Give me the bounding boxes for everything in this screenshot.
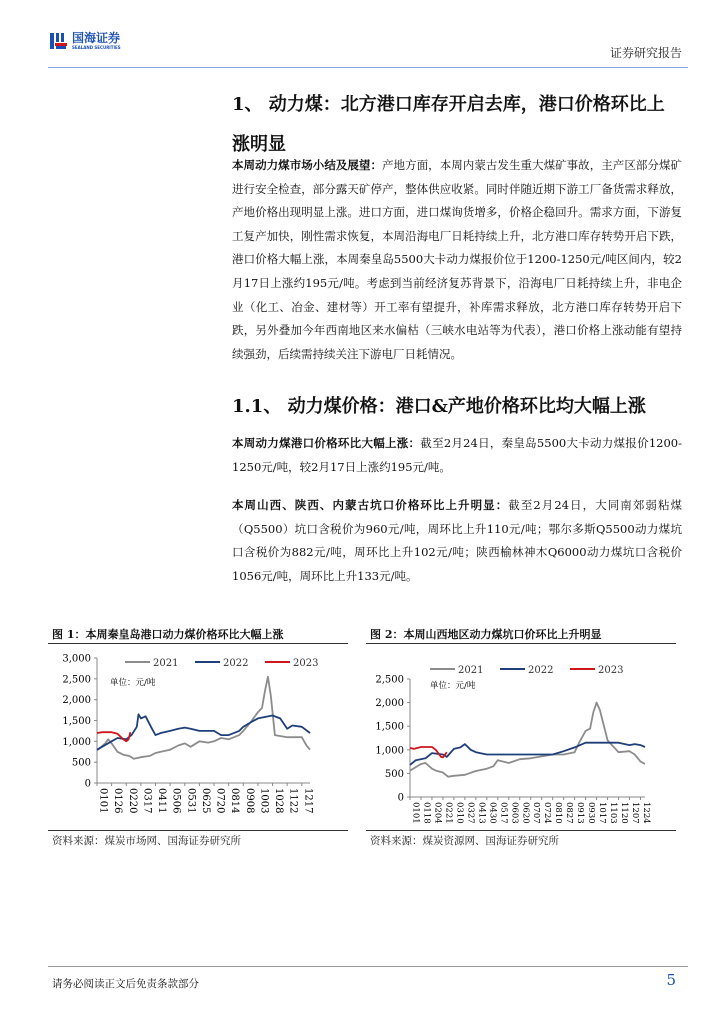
y-tick-label: 1,000 bbox=[375, 745, 404, 757]
figure1-top-rule bbox=[48, 643, 348, 644]
x-tick-label: 0517 bbox=[498, 802, 509, 824]
x-tick-label: 0220 bbox=[126, 788, 138, 814]
x-tick-label: 0327 bbox=[465, 802, 476, 824]
y-tick-label: 2,000 bbox=[62, 695, 91, 707]
paragraph-text: 截至2月24日，大同南郊弱粘煤（Q5500）坑口含税价为960元/吨，周环比上升110元/吨；鄂尔多斯Q5500动力煤坑口含税价为882元/吨，周环比上升102元/吨；陕西榆林神木Q6000动力煤坑口含税价1056元/吨，周环比上升133元/吨。 bbox=[232, 498, 683, 583]
figure1-bottom-rule bbox=[48, 830, 348, 831]
legend-label: 2021 bbox=[458, 665, 484, 676]
legend-label: 2023 bbox=[293, 658, 319, 669]
x-tick-label: 0810 bbox=[553, 802, 564, 824]
x-tick-label: 0720 bbox=[214, 788, 226, 814]
section-heading: 1、 动力煤：北方港口库存开启去库，港口价格环比上涨明显 bbox=[232, 94, 665, 155]
paragraph-text: 产地方面，本周内蒙古发生重大煤矿事故，主产区部分煤矿进行安全检查，部分露天矿停产，整体供应收紧。同时伴随近期下游工厂备货需求释放，产地价格出现明显上涨。进口方面，进口煤询货增多，价格企稳回升。需求方面，下游复工复产加快，刚性需求恢复，本周沿海电厂日耗持续上升，北方港口库存转势开启下跌，港口价格大幅上涨，本周秦皇岛5500大卡动力煤报价位于1200-1250元/吨区间内，较2月17日上涨约195元/吨。考虑到当前经济复苏背景下，沿海电厂日耗持续上升，非电企业（化工、冶金、建材等）开工率有望提升，补库需求释放，北方港口库存转势开启下跌，另外叠加今年西南地区来水偏枯（三峡水电站等为代表），港口价格上涨动能有望持续强劲，后续需持续关注下游电厂日耗情况。 bbox=[232, 158, 682, 361]
x-tick-label: 1003 bbox=[258, 788, 270, 814]
y-tick-label: 1,000 bbox=[62, 736, 91, 748]
report-type-label: 证券研究报告 bbox=[609, 46, 682, 60]
x-tick-label: 0204 bbox=[432, 802, 443, 824]
x-tick-label: 0603 bbox=[509, 802, 520, 824]
unit-label: 单位：元/吨 bbox=[110, 678, 156, 688]
x-tick-label: 0827 bbox=[564, 802, 575, 824]
figure2-bottom-rule bbox=[366, 830, 676, 831]
x-tick-label: 0310 bbox=[454, 802, 465, 824]
y-tick-label: 2,500 bbox=[375, 674, 404, 686]
paragraph-lead: 本周动力煤港口价格环比大幅上涨： bbox=[232, 436, 421, 450]
x-tick-label: 0413 bbox=[476, 802, 487, 824]
logo-text: 国海证券 bbox=[72, 31, 121, 45]
legend-label: 2022 bbox=[528, 665, 554, 676]
y-tick-label: 500 bbox=[384, 768, 404, 780]
x-tick-label: 0930 bbox=[586, 802, 597, 824]
y-tick-label: 1,500 bbox=[62, 716, 91, 727]
x-tick-label: 1028 bbox=[273, 788, 285, 814]
legend-label: 2022 bbox=[223, 658, 249, 669]
y-tick-label: 3,000 bbox=[62, 653, 91, 665]
x-tick-label: 0814 bbox=[229, 788, 241, 814]
x-tick-label: 1217 bbox=[302, 788, 314, 814]
y-tick-label: 2,500 bbox=[62, 674, 91, 686]
summary-paragraph bbox=[232, 154, 682, 366]
y-tick-label: 0 bbox=[397, 792, 404, 804]
x-tick-label: 1207 bbox=[630, 802, 641, 824]
x-tick-label: 1224 bbox=[640, 802, 651, 824]
x-tick-label: 1122 bbox=[287, 788, 299, 814]
x-tick-label: 0625 bbox=[199, 788, 211, 814]
legend-label: 2021 bbox=[153, 658, 179, 669]
figure1-chart bbox=[40, 645, 350, 825]
y-tick-label: 2,000 bbox=[375, 698, 404, 710]
header-divider bbox=[48, 67, 688, 68]
paragraph-lead: 本周山西、陕西、内蒙古坑口价格环比上升明显： bbox=[232, 498, 509, 512]
x-tick-label: 0101 bbox=[97, 788, 109, 814]
x-tick-label: 0126 bbox=[112, 788, 124, 814]
figure2-title: 图 2：本周山西地区动力煤坑口价环比上升明显 bbox=[370, 628, 602, 641]
x-tick-label: 0317 bbox=[141, 788, 153, 814]
x-tick-label: 0724 bbox=[542, 802, 553, 824]
x-tick-label: 0221 bbox=[443, 802, 454, 824]
footer-divider bbox=[48, 966, 688, 967]
x-tick-label: 0506 bbox=[170, 788, 182, 814]
logo-icon bbox=[50, 33, 68, 49]
x-tick-label: 1103 bbox=[608, 802, 619, 824]
footer-disclaimer: 请务必阅读正文后免责条款部分 bbox=[52, 978, 199, 990]
x-tick-label: 0913 bbox=[575, 802, 586, 824]
figure1-source: 资料来源：煤炭市场网、国海证券研究所 bbox=[52, 835, 241, 847]
figure2-top-rule bbox=[366, 643, 676, 644]
series-line-2022 bbox=[97, 714, 310, 749]
series-line-2021 bbox=[410, 703, 645, 777]
x-tick-label: 0531 bbox=[185, 788, 197, 814]
x-tick-label: 0620 bbox=[520, 802, 531, 824]
y-tick-label: 1,500 bbox=[375, 721, 404, 733]
x-tick-label: 1017 bbox=[597, 802, 608, 824]
figure2-chart bbox=[360, 645, 680, 825]
figure1-title: 图 1：本周秦皇岛港口动力煤价格环比大幅上涨 bbox=[52, 628, 284, 641]
x-tick-label: 0411 bbox=[156, 788, 168, 814]
x-tick-label: 0430 bbox=[487, 802, 498, 824]
x-tick-label: 0101 bbox=[410, 802, 421, 824]
y-tick-label: 500 bbox=[71, 757, 91, 769]
paragraph-text: 截至2月24日，秦皇岛5500大卡动力煤报价1200-1250元/吨，较2月17日上涨约195元/吨。 bbox=[232, 436, 682, 474]
logo-subtext: SEALAND SECURITIES bbox=[72, 45, 121, 50]
mine-price-paragraph bbox=[232, 494, 682, 588]
figure2-source: 资料来源：煤炭资源网、国海证券研究所 bbox=[370, 835, 559, 847]
unit-label: 单位：元/吨 bbox=[430, 681, 476, 691]
legend-label: 2023 bbox=[598, 665, 624, 676]
y-tick-label: 0 bbox=[84, 778, 91, 790]
x-tick-label: 0118 bbox=[421, 802, 432, 824]
x-tick-label: 0908 bbox=[243, 788, 255, 814]
x-tick-label: 1120 bbox=[619, 802, 630, 824]
subsection-heading: 1.1、 动力煤价格：港口&产地价格环比均大幅上涨 bbox=[232, 396, 646, 417]
page-number: 5 bbox=[666, 971, 676, 989]
x-tick-label: 0707 bbox=[531, 802, 542, 824]
brand-logo bbox=[50, 32, 121, 50]
port-price-paragraph bbox=[232, 432, 682, 479]
paragraph-lead: 本周动力煤市场小结及展望： bbox=[232, 158, 383, 172]
